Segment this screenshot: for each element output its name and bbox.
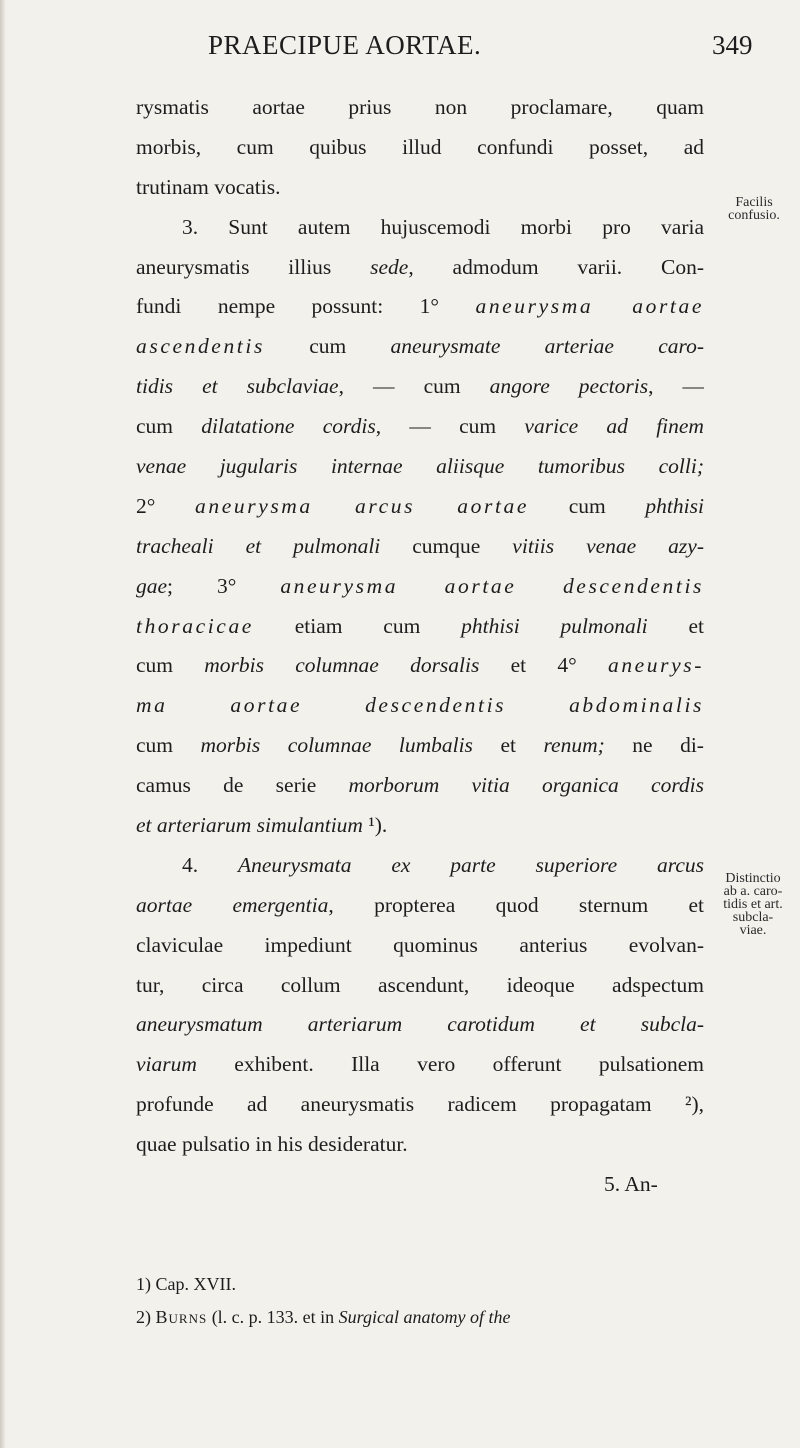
text-span: tidis et subclaviae [136, 374, 339, 399]
text-line [136, 447, 704, 487]
text-span: (l. c. p. 133. et in [207, 1307, 339, 1327]
text-span: morbis columnae lumbalis [200, 733, 473, 758]
text-line [136, 248, 704, 288]
text-span: et [472, 733, 544, 758]
text-span: dilatatione cordis [201, 414, 376, 439]
text-span: morbis, cum quibus illud confundi posset, ad [136, 134, 704, 159]
text-span: phthisi [645, 493, 704, 518]
running-title: PRAECIPUE AORTAE. [208, 30, 482, 60]
text-span: et 4° [479, 653, 608, 678]
text-span: tur, circa collum ascendunt, ideoque adspectum [136, 972, 704, 997]
margin-note-facilis-confusio [708, 196, 800, 222]
text-span: 3. Sunt autem hujuscemodi morbi pro varia [182, 214, 704, 239]
footnotes [136, 1268, 736, 1334]
text-span: et [647, 613, 704, 638]
text-span: profunde ad aneurysmatis radicem propagatam ²), [136, 1092, 704, 1117]
text-span: ma aortae descendentis abdominalis [136, 693, 704, 718]
text-span: viarum [136, 1052, 197, 1077]
margin-note-line: confusio. [728, 208, 780, 223]
text-span: ne di- [604, 733, 704, 758]
text-line [136, 168, 704, 208]
text-span: aneurysmatum arteriarum carotidum et subcla- [136, 1012, 704, 1037]
text-span: quae pulsatio in his desideratur. [136, 1132, 408, 1157]
text-span: Aneurysmata ex parte superiore arcus [238, 852, 704, 877]
main-text [136, 88, 704, 1205]
text-span: varice ad finem [524, 414, 704, 439]
text-span: aortae emergentia [136, 892, 329, 917]
text-span: trutinam vocatis. [136, 174, 281, 199]
text-span: cumque [380, 533, 513, 558]
margin-note-line: Facilis [735, 195, 773, 210]
text-span: 2) [136, 1307, 156, 1327]
text-span: , propterea quod sternum et [328, 892, 704, 917]
text-line [136, 1085, 704, 1125]
margin-note-line: viae. [739, 923, 767, 938]
text-span: tracheali et pulmonali [136, 533, 381, 558]
text-span: renum; [543, 733, 605, 758]
text-line [136, 966, 704, 1006]
text-span: cum [529, 493, 646, 518]
text-span: , — cum [338, 374, 490, 399]
text-line [136, 128, 704, 168]
text-span: aneurysmatis illius [136, 254, 371, 279]
text-span: aneurysmate arteriae caro- [390, 334, 704, 359]
text-span: aneurysma aortae [475, 294, 704, 319]
text-span: angore pectoris [489, 374, 649, 399]
text-line [136, 287, 704, 327]
text-span: etiam cum [253, 613, 462, 638]
text-span: , — [648, 374, 704, 399]
text-span: cum [136, 733, 201, 758]
margin-note-line: tidis et art. [723, 897, 783, 912]
text-span: cum [264, 334, 391, 359]
text-span: aneurys- [607, 653, 704, 678]
text-line [136, 1125, 704, 1165]
text-line [136, 1045, 704, 1085]
page-gutter-shadow [0, 0, 6, 1448]
text-span: aneurysma aortae descendentis [280, 573, 704, 598]
text-line [136, 726, 704, 766]
text-span: cum [136, 653, 205, 678]
text-span: morbis columnae dorsalis [204, 653, 480, 678]
catchword [136, 1165, 704, 1205]
margin-note-line: subcla- [732, 910, 774, 925]
text-line [136, 766, 704, 806]
text-span: vitiis venae azy- [512, 533, 704, 558]
text-line [136, 88, 704, 128]
text-span: gae [136, 573, 168, 598]
text-line [136, 527, 704, 567]
text-line [136, 567, 704, 607]
margin-note-distinctio [706, 872, 800, 937]
text-span: Burns [155, 1307, 208, 1327]
text-line [136, 686, 704, 726]
text-span: , admodum varii. Con- [408, 254, 704, 279]
text-line [136, 886, 704, 926]
text-line [136, 327, 704, 367]
text-span: morborum vitia organica cordis [348, 773, 704, 798]
text-span: phthisi pulmonali [461, 613, 648, 638]
text-span: Surgical anatomy of the [338, 1307, 511, 1327]
text-span: ; 3° [167, 573, 281, 598]
text-span: claviculae impediunt quominus anterius evolvan- [136, 932, 704, 957]
text-span: aneurysma arcus aortae [195, 493, 530, 518]
text-line [136, 407, 704, 447]
text-span: 5. An- [604, 1172, 658, 1197]
text-span: cum [136, 414, 202, 439]
text-span: rysmatis aortae prius non proclamare, quam [136, 95, 704, 119]
text-span: thoracicae [136, 613, 254, 638]
text-line [136, 208, 704, 248]
text-line [136, 607, 704, 647]
margin-note-line: Distinctio [725, 871, 781, 886]
text-span: , — cum [375, 414, 525, 439]
text-line [136, 646, 704, 686]
text-span: venae jugularis internae aliisque tumoribus colli; [136, 454, 704, 479]
text-line [136, 806, 704, 846]
text-span: 4. [182, 852, 238, 877]
text-span: ascendentis [136, 334, 265, 359]
text-line [136, 846, 704, 886]
text-span: fundi nempe possunt: 1° [136, 294, 476, 319]
text-span: ¹). [362, 813, 388, 838]
margin-note-line: ab a. caro- [723, 884, 783, 899]
text-span: exhibent. Illa vero offerunt pulsationem [196, 1052, 704, 1077]
footnote-1: 1) Cap. XVII. [136, 1274, 236, 1294]
page-number: 349 [712, 30, 753, 60]
text-line [136, 1005, 704, 1045]
text-line [136, 926, 704, 966]
text-span: et arteriarum simulantium [136, 813, 363, 838]
text-line [136, 487, 704, 527]
text-span: 2° [136, 493, 196, 518]
footnote-2 [136, 1301, 736, 1334]
page-header [0, 30, 800, 64]
text-line [136, 367, 704, 407]
text-span: camus de serie [136, 773, 349, 798]
text-span: sede [370, 254, 409, 279]
